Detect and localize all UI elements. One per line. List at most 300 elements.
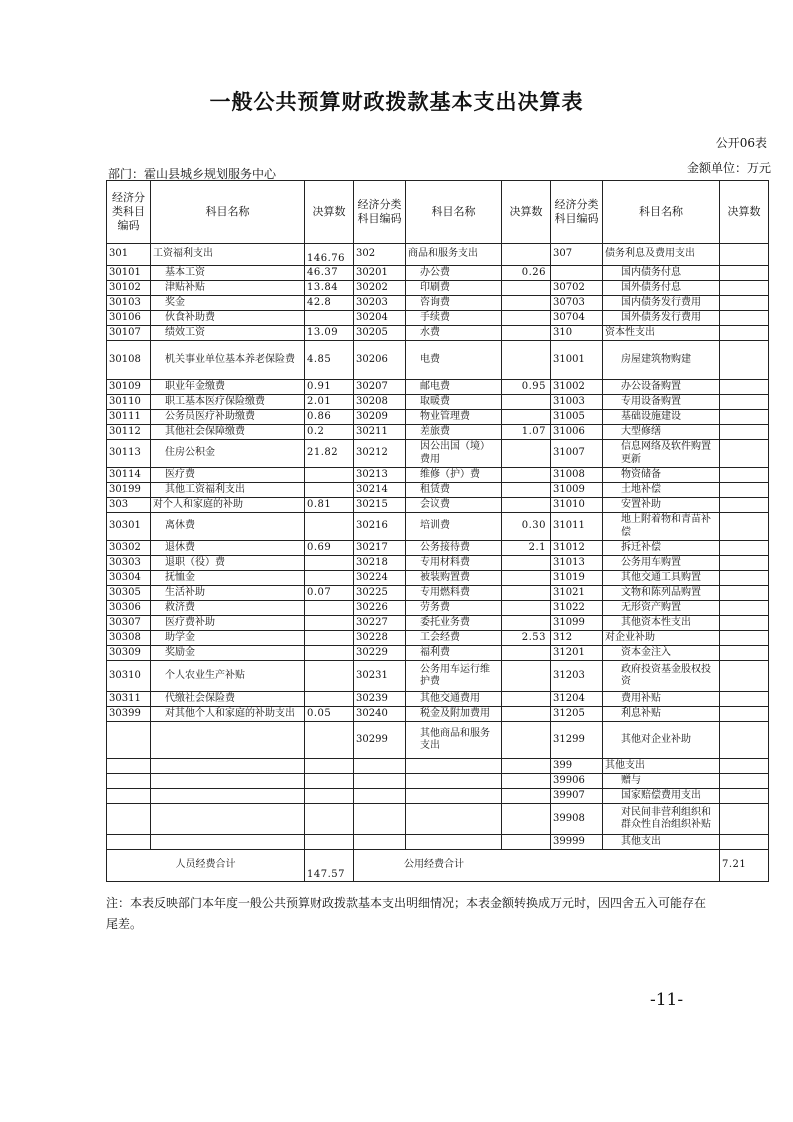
table-row [107, 835, 769, 850]
table-row [107, 281, 769, 296]
cell-name-1 [151, 722, 305, 759]
cell-amount-2 [502, 759, 551, 774]
personnel-total-label: 人员经费合计 [107, 850, 305, 882]
cell-amount-2 [502, 244, 551, 266]
table-row [107, 341, 769, 380]
table-row [107, 646, 769, 661]
cell-amount-2 [502, 326, 551, 341]
department-label: 部门：霍山县城乡规划服务中心 [108, 167, 277, 181]
cell-code-1: 30301 [107, 513, 151, 541]
cell-amount-2 [502, 341, 551, 380]
cell-code-3: 31003 [551, 395, 603, 410]
cell-name-1: 工资福利支出 [151, 244, 305, 266]
cell-name-2 [406, 789, 502, 804]
cell-name-3: 国外债务发行费用 [603, 311, 720, 326]
cell-code-2: 30224 [354, 571, 406, 586]
cell-code-2: 30208 [354, 395, 406, 410]
cell-amount-3 [720, 586, 769, 601]
cell-name-1: 机关事业单位基本养老保险费 [151, 341, 305, 380]
cell-name-1: 绩效工资 [151, 326, 305, 341]
cell-code-3: 31006 [551, 425, 603, 440]
cell-name-1: 基本工资 [151, 266, 305, 281]
table-row [107, 759, 769, 774]
cell-name-2: 邮电费 [406, 380, 502, 395]
cell-code-1: 30309 [107, 646, 151, 661]
cell-name-2: 福利费 [406, 646, 502, 661]
cell-amount-3 [720, 631, 769, 646]
cell-amount-3 [720, 281, 769, 296]
cell-name-1 [151, 804, 305, 835]
cell-name-1: 伙食补助费 [151, 311, 305, 326]
cell-name-1: 津贴补贴 [151, 281, 305, 296]
cell-code-2: 30211 [354, 425, 406, 440]
cell-name-1: 奖金 [151, 296, 305, 311]
cell-name-3: 公务用车购置 [603, 556, 720, 571]
cell-code-3: 307 [551, 244, 603, 266]
cell-amount-1 [305, 804, 354, 835]
cell-code-2: 30203 [354, 296, 406, 311]
cell-code-1: 30111 [107, 410, 151, 425]
cell-code-2: 30205 [354, 326, 406, 341]
header-name-1: 科目名称 [151, 181, 305, 244]
cell-name-2: 手续费 [406, 311, 502, 326]
cell-amount-3 [720, 341, 769, 380]
cell-name-2: 培训费 [406, 513, 502, 541]
cell-code-2 [354, 759, 406, 774]
cell-amount-3 [720, 616, 769, 631]
cell-name-2 [406, 804, 502, 835]
cell-amount-1: 2.01 [305, 395, 354, 410]
cell-code-3: 31009 [551, 483, 603, 498]
cell-code-1 [107, 759, 151, 774]
cell-amount-1: 13.09 [305, 326, 354, 341]
cell-amount-3 [720, 556, 769, 571]
table-row [107, 692, 769, 707]
table-row [107, 483, 769, 498]
cell-code-2 [354, 789, 406, 804]
cell-name-1 [151, 789, 305, 804]
cell-amount-3 [720, 601, 769, 616]
cell-code-2: 30215 [354, 498, 406, 513]
cell-name-1: 对其他个人和家庭的补助支出 [151, 707, 305, 722]
table-body [107, 244, 769, 850]
cell-code-2: 30240 [354, 707, 406, 722]
cell-name-1: 抚恤金 [151, 571, 305, 586]
cell-code-3: 31203 [551, 661, 603, 692]
cell-code-3: 31012 [551, 541, 603, 556]
table-row [107, 513, 769, 541]
cell-amount-1 [305, 774, 354, 789]
cell-code-2: 30228 [354, 631, 406, 646]
cell-name-3: 拆迁补偿 [603, 541, 720, 556]
cell-code-1: 30399 [107, 707, 151, 722]
cell-amount-3 [720, 425, 769, 440]
cell-amount-3 [720, 541, 769, 556]
table-row [107, 395, 769, 410]
cell-amount-1 [305, 835, 354, 850]
cell-code-3: 31011 [551, 513, 603, 541]
cell-name-1: 职业年金缴费 [151, 380, 305, 395]
cell-name-1: 生活补助 [151, 586, 305, 601]
cell-code-3: 312 [551, 631, 603, 646]
cell-code-1: 30108 [107, 341, 151, 380]
cell-code-2: 30231 [354, 661, 406, 692]
cell-code-1 [107, 789, 151, 804]
cell-code-1: 30308 [107, 631, 151, 646]
cell-amount-2 [502, 835, 551, 850]
table-row [107, 661, 769, 692]
cell-code-3: 31010 [551, 498, 603, 513]
cell-amount-1: 0.07 [305, 586, 354, 601]
cell-code-1: 30107 [107, 326, 151, 341]
cell-name-3: 利息补贴 [603, 707, 720, 722]
cell-code-1: 30310 [107, 661, 151, 692]
cell-code-2: 30201 [354, 266, 406, 281]
cell-name-2: 因公出国（境）费用 [406, 440, 502, 468]
cell-name-1: 助学金 [151, 631, 305, 646]
cell-amount-1: 46.37 [305, 266, 354, 281]
cell-amount-2 [502, 410, 551, 425]
table-row [107, 296, 769, 311]
cell-code-1 [107, 804, 151, 835]
cell-name-2: 委托业务费 [406, 616, 502, 631]
cell-amount-2: 2.53 [502, 631, 551, 646]
cell-name-3: 其他资本性支出 [603, 616, 720, 631]
cell-code-3: 30702 [551, 281, 603, 296]
cell-amount-2: 0.95 [502, 380, 551, 395]
cell-amount-3 [720, 380, 769, 395]
cell-amount-2: 1.07 [502, 425, 551, 440]
cell-amount-3 [720, 646, 769, 661]
cell-code-1: 30307 [107, 616, 151, 631]
cell-amount-1 [305, 616, 354, 631]
cell-name-3: 文物和陈列品购置 [603, 586, 720, 601]
cell-amount-3 [720, 296, 769, 311]
cell-amount-2: 0.26 [502, 266, 551, 281]
cell-name-2: 工会经费 [406, 631, 502, 646]
cell-name-2: 其他商品和服务支出 [406, 722, 502, 759]
cell-name-3: 对民间非营利组织和群众性自治组织补贴 [603, 804, 720, 835]
cell-name-2: 办公费 [406, 266, 502, 281]
cell-amount-3 [720, 707, 769, 722]
cell-amount-1 [305, 646, 354, 661]
cell-name-3: 对企业补助 [603, 631, 720, 646]
cell-code-1: 301 [107, 244, 151, 266]
cell-name-1: 其他社会保障缴费 [151, 425, 305, 440]
cell-amount-1 [305, 513, 354, 541]
cell-code-3: 31007 [551, 440, 603, 468]
table-row [107, 311, 769, 326]
cell-amount-2 [502, 661, 551, 692]
cell-amount-3 [720, 410, 769, 425]
cell-amount-2 [502, 281, 551, 296]
cell-name-2: 商品和服务支出 [406, 244, 502, 266]
cell-code-1 [107, 774, 151, 789]
cell-name-3: 房屋建筑物购建 [603, 341, 720, 380]
cell-amount-3 [720, 266, 769, 281]
cell-amount-1 [305, 692, 354, 707]
cell-name-1: 职工基本医疗保险缴费 [151, 395, 305, 410]
cell-name-3: 办公设备购置 [603, 380, 720, 395]
cell-name-2 [406, 759, 502, 774]
cell-name-2: 专用燃料费 [406, 586, 502, 601]
cell-code-1: 30304 [107, 571, 151, 586]
cell-name-2: 公务接待费 [406, 541, 502, 556]
cell-name-3: 其他交通工具购置 [603, 571, 720, 586]
cell-name-3: 地上附着物和青苗补偿 [603, 513, 720, 541]
table-row [107, 468, 769, 483]
cell-name-1: 奖励金 [151, 646, 305, 661]
cell-code-3: 39907 [551, 789, 603, 804]
cell-amount-3 [720, 835, 769, 850]
cell-code-2: 30204 [354, 311, 406, 326]
cell-code-3: 39999 [551, 835, 603, 850]
cell-name-2: 维修（护）费 [406, 468, 502, 483]
cell-amount-1 [305, 601, 354, 616]
cell-name-2: 专用材料费 [406, 556, 502, 571]
cell-name-1 [151, 835, 305, 850]
cell-amount-1 [305, 789, 354, 804]
cell-amount-2 [502, 616, 551, 631]
cell-amount-2 [502, 483, 551, 498]
cell-code-2: 30217 [354, 541, 406, 556]
cell-code-3: 31019 [551, 571, 603, 586]
cell-code-3: 31299 [551, 722, 603, 759]
cell-amount-3 [720, 774, 769, 789]
cell-amount-1: 146.76 [305, 244, 354, 266]
cell-amount-3 [720, 571, 769, 586]
cell-amount-1: 0.86 [305, 410, 354, 425]
cell-amount-3 [720, 759, 769, 774]
cell-name-1 [151, 774, 305, 789]
cell-amount-3 [720, 789, 769, 804]
cell-code-2: 30218 [354, 556, 406, 571]
header-code-2: 经济分类科目编码 [354, 181, 406, 244]
cell-name-3: 专用设备购置 [603, 395, 720, 410]
table-row [107, 556, 769, 571]
cell-name-1: 救济费 [151, 601, 305, 616]
cell-amount-2 [502, 586, 551, 601]
header-name-2: 科目名称 [406, 181, 502, 244]
table-row [107, 425, 769, 440]
cell-name-3: 其他支出 [603, 759, 720, 774]
cell-name-2 [406, 835, 502, 850]
cell-name-2: 劳务费 [406, 601, 502, 616]
cell-name-1 [151, 759, 305, 774]
cell-name-3: 债务利息及费用支出 [603, 244, 720, 266]
table-row [107, 326, 769, 341]
header-name-3: 科目名称 [603, 181, 720, 244]
cell-name-3: 资本金注入 [603, 646, 720, 661]
cell-name-3: 安置补助 [603, 498, 720, 513]
cell-amount-1: 4.85 [305, 341, 354, 380]
cell-name-1: 医疗费 [151, 468, 305, 483]
cell-amount-3 [720, 244, 769, 266]
cell-code-2 [354, 835, 406, 850]
cell-code-1: 30199 [107, 483, 151, 498]
cell-amount-2 [502, 395, 551, 410]
cell-amount-1: 0.91 [305, 380, 354, 395]
cell-code-2: 30202 [354, 281, 406, 296]
cell-code-3: 399 [551, 759, 603, 774]
cell-amount-2 [502, 774, 551, 789]
cell-amount-2 [502, 692, 551, 707]
cell-amount-3 [720, 483, 769, 498]
table-row [107, 789, 769, 804]
table-row [107, 804, 769, 835]
cell-amount-2 [502, 556, 551, 571]
cell-name-2: 咨询费 [406, 296, 502, 311]
table-row [107, 586, 769, 601]
cell-name-2: 会议费 [406, 498, 502, 513]
cell-code-3: 31022 [551, 601, 603, 616]
amount-unit: 金额单位：万元 [686, 161, 771, 175]
table-row [107, 601, 769, 616]
cell-name-1: 公务员医疗补助缴费 [151, 410, 305, 425]
cell-amount-1 [305, 483, 354, 498]
cell-code-2 [354, 774, 406, 789]
cell-code-3: 30704 [551, 311, 603, 326]
cell-amount-3 [720, 395, 769, 410]
cell-code-1: 303 [107, 498, 151, 513]
expenditure-table [106, 180, 769, 882]
cell-name-1: 个人农业生产补贴 [151, 661, 305, 692]
cell-amount-3 [720, 468, 769, 483]
cell-code-2: 302 [354, 244, 406, 266]
cell-code-3: 31201 [551, 646, 603, 661]
cell-code-3: 31001 [551, 341, 603, 380]
cell-amount-2: 2.1 [502, 541, 551, 556]
cell-code-1: 30106 [107, 311, 151, 326]
cell-code-1: 30112 [107, 425, 151, 440]
cell-amount-1 [305, 571, 354, 586]
header-code-3: 经济分类科目编码 [551, 181, 603, 244]
cell-code-2: 30225 [354, 586, 406, 601]
cell-amount-2 [502, 789, 551, 804]
cell-amount-2 [502, 646, 551, 661]
cell-name-1: 代缴社会保险费 [151, 692, 305, 707]
cell-amount-1 [305, 759, 354, 774]
cell-amount-1 [305, 311, 354, 326]
cell-code-1: 30109 [107, 380, 151, 395]
cell-amount-3 [720, 326, 769, 341]
public-total-value: 7.21 [720, 850, 769, 882]
cell-name-3: 费用补贴 [603, 692, 720, 707]
footnote: 注：本表反映部门本年度一般公共预算财政拨款基本支出明细情况；本表金额转换成万元时，因四舍五入可能存在尾差。 [106, 896, 707, 931]
cell-code-3: 39908 [551, 804, 603, 835]
cell-amount-2 [502, 311, 551, 326]
cell-amount-1: 0.05 [305, 707, 354, 722]
cell-code-3: 31021 [551, 586, 603, 601]
cell-code-2: 30226 [354, 601, 406, 616]
cell-name-3: 国家赔偿费用支出 [603, 789, 720, 804]
table-row [107, 631, 769, 646]
header-amount-3: 决算数 [720, 181, 769, 244]
table-row [107, 440, 769, 468]
header-code-1: 经济分类科目编码 [107, 181, 151, 244]
cell-code-2: 30229 [354, 646, 406, 661]
cell-code-3: 31005 [551, 410, 603, 425]
cell-code-1: 30114 [107, 468, 151, 483]
cell-code-3: 31002 [551, 380, 603, 395]
table-row [107, 707, 769, 722]
cell-code-1: 30101 [107, 266, 151, 281]
table-row [107, 616, 769, 631]
cell-code-3: 31099 [551, 616, 603, 631]
cell-name-1: 医疗费补助 [151, 616, 305, 631]
table-row [107, 410, 769, 425]
cell-amount-1 [305, 661, 354, 692]
cell-code-2: 30214 [354, 483, 406, 498]
cell-code-2: 30227 [354, 616, 406, 631]
cell-amount-1 [305, 631, 354, 646]
cell-code-1: 30311 [107, 692, 151, 707]
cell-code-1: 30103 [107, 296, 151, 311]
cell-name-3: 国内债务付息 [603, 266, 720, 281]
cell-amount-1: 42.8 [305, 296, 354, 311]
cell-amount-2 [502, 601, 551, 616]
cell-name-3: 其他支出 [603, 835, 720, 850]
cell-amount-3 [720, 513, 769, 541]
table-header-row [107, 181, 769, 244]
cell-name-2: 税金及附加费用 [406, 707, 502, 722]
cell-code-2: 30213 [354, 468, 406, 483]
cell-amount-1 [305, 722, 354, 759]
table-row [107, 498, 769, 513]
cell-name-2: 差旅费 [406, 425, 502, 440]
cell-code-1: 30306 [107, 601, 151, 616]
totals-row [107, 850, 769, 882]
cell-name-3: 资本性支出 [603, 326, 720, 341]
cell-name-2: 其他交通费用 [406, 692, 502, 707]
page-number: -11- [650, 990, 684, 1010]
cell-amount-2 [502, 468, 551, 483]
cell-name-1: 对个人和家庭的补助 [151, 498, 305, 513]
cell-name-3: 基础设施建设 [603, 410, 720, 425]
cell-name-3: 赠与 [603, 774, 720, 789]
table-row [107, 571, 769, 586]
cell-amount-1: 0.69 [305, 541, 354, 556]
cell-name-2: 电费 [406, 341, 502, 380]
cell-code-3: 30703 [551, 296, 603, 311]
cell-code-3: 31008 [551, 468, 603, 483]
cell-code-3: 31204 [551, 692, 603, 707]
cell-code-1: 30113 [107, 440, 151, 468]
cell-name-2: 印刷费 [406, 281, 502, 296]
cell-name-3: 大型修缮 [603, 425, 720, 440]
cell-name-1: 住房公积金 [151, 440, 305, 468]
cell-name-1: 离休费 [151, 513, 305, 541]
cell-name-3: 其他对企业补助 [603, 722, 720, 759]
cell-code-2: 30206 [354, 341, 406, 380]
cell-amount-2 [502, 296, 551, 311]
cell-name-2: 被装购置费 [406, 571, 502, 586]
table-row [107, 244, 769, 266]
cell-code-1: 30303 [107, 556, 151, 571]
cell-amount-1: 21.82 [305, 440, 354, 468]
cell-code-2: 30216 [354, 513, 406, 541]
cell-name-2: 租赁费 [406, 483, 502, 498]
cell-code-2 [354, 804, 406, 835]
cell-amount-3 [720, 661, 769, 692]
cell-amount-1 [305, 468, 354, 483]
personnel-total-value: 147.57 [305, 850, 354, 882]
cell-code-2: 30207 [354, 380, 406, 395]
cell-code-3: 31205 [551, 707, 603, 722]
cell-amount-1: 13.84 [305, 281, 354, 296]
page-title: 一般公共预算财政拨款基本支出决算表 [209, 90, 584, 114]
cell-amount-2 [502, 498, 551, 513]
